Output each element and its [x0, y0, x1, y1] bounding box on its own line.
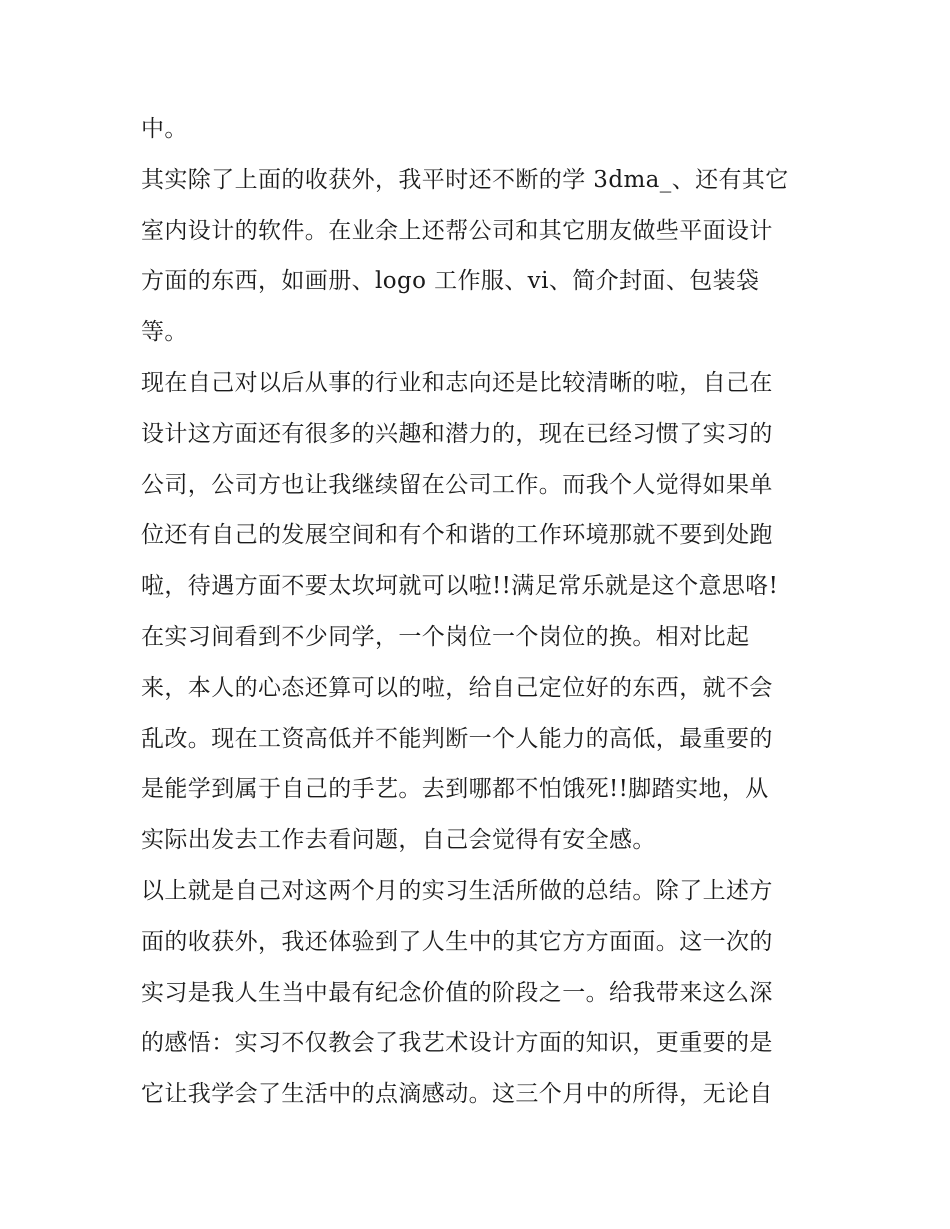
text-line: 面的收获外，我还体验到了人生中的其它方方面面。这一次的 [141, 928, 773, 955]
text-line: 设计这方面还有很多的兴趣和潜力的，现在已经习惯了实习的 [141, 420, 773, 447]
text-line: 以上就是自己对这两个月的实习生活所做的总结。除了上述方 [141, 877, 773, 904]
text-line: 现在自己对以后从事的行业和志向还是比较清晰的啦，自己在 [141, 369, 773, 396]
text-line: 实际出发去工作去看问题，自己会觉得有安全感。 [141, 827, 656, 854]
text-line: 的感悟：实习不仅教会了我艺术设计方面的知识，更重要的是 [141, 1030, 773, 1057]
text-line: 实习是我人生当中最有纪念价值的阶段之一。给我带来这么深 [141, 979, 773, 1006]
text-line: 位还有自己的发展空间和有个和谐的工作环境那就不要到处跑 [141, 522, 773, 549]
text-line: 是能学到属于自己的手艺。去到哪都不怕饿死!!脚踏实地，从 [141, 776, 769, 803]
text-line: 方面的东西，如画册、logo 工作服、vi、简介封面、包装袋 [141, 268, 760, 295]
text-line: 等。 [141, 319, 188, 346]
text-line: 公司，公司方也让我继续留在公司工作。而我个人觉得如果单 [141, 471, 773, 498]
document-body-text [141, 104, 821, 1120]
text-line: 它让我学会了生活中的点滴感动。这三个月中的所得，无论自 [141, 1081, 773, 1108]
text-line: 其实除了上面的收获外，我平时还不断的学 3dma_、还有其它 [141, 166, 789, 193]
text-line: 在实习间看到不少同学，一个岗位一个岗位的换。相对比起 [141, 623, 750, 650]
text-line: 中。 [141, 116, 188, 142]
text-line: 乱改。现在工资高低并不能判断一个人能力的高低，最重要的 [141, 725, 773, 752]
text-line: 来，本人的心态还算可以的啦，给自己定位好的东西，就不会 [141, 674, 773, 701]
text-line: 室内设计的软件。在业余上还帮公司和其它朋友做些平面设计 [141, 217, 773, 244]
text-line: 啦，待遇方面不要太坎坷就可以啦!!满足常乐就是这个意思咯! [141, 573, 779, 600]
